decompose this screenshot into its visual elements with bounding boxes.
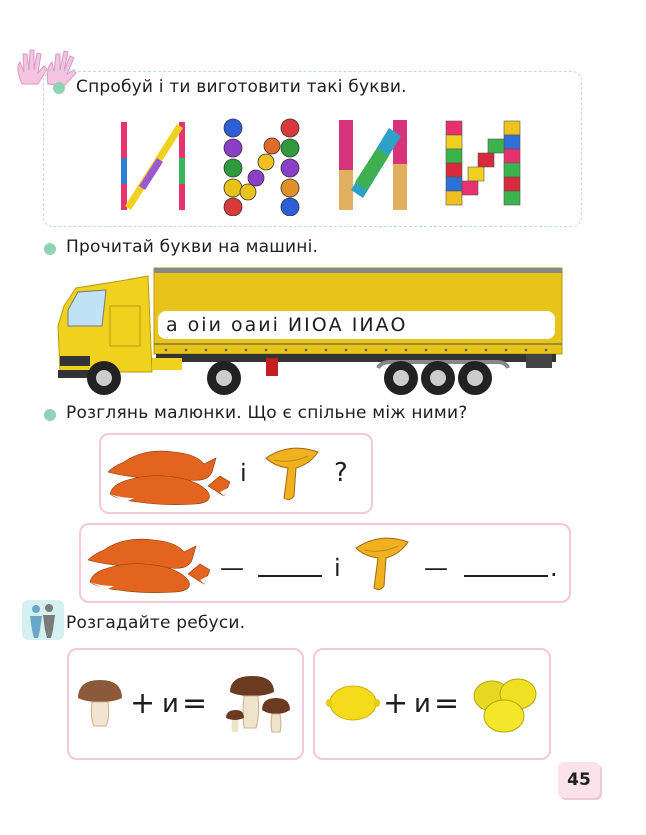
truck-letters-text: а оіи оаиі ИІОА ІИАО <box>166 314 408 336</box>
task1-text: Спробуй і ти виготовити такі букви. <box>76 77 407 97</box>
stick-letter-picture <box>117 118 191 214</box>
lemon-picture <box>326 682 380 724</box>
task3-text: Розглянь малюнки. Що є спільне між ними? <box>66 403 468 423</box>
chanterelle-picture <box>260 442 324 504</box>
rebus-right-equals: = <box>434 686 460 721</box>
rebus-left-plus: + <box>130 686 156 721</box>
page-number: 45 <box>558 762 600 798</box>
task4-text: Розгадайте ребуси. <box>66 613 246 633</box>
answer-blank-2[interactable] <box>464 575 548 577</box>
foxes-picture <box>104 442 238 506</box>
rebus-left-equals: = <box>182 686 208 721</box>
rebus-left-letter: и <box>162 689 179 719</box>
chanterelle-picture <box>350 532 414 594</box>
rebus-right-plus: + <box>383 686 409 721</box>
row1-question: ? <box>334 458 348 488</box>
task-bullet <box>44 409 56 421</box>
task-bullet <box>44 243 56 255</box>
row2-dash-1: — <box>220 554 244 582</box>
answer-blank-1[interactable] <box>258 575 322 577</box>
task-bullet <box>53 82 65 94</box>
row2-dash-2: — <box>424 554 448 582</box>
bar-letter-picture <box>337 118 411 212</box>
task2-text: Прочитай букви на машині. <box>66 237 319 257</box>
mushroom-picture <box>74 676 126 728</box>
row2-end: . <box>550 554 558 582</box>
cube-letter-picture <box>444 119 526 209</box>
rebus-right-letter: и <box>414 689 431 719</box>
foxes-picture <box>84 530 218 594</box>
mushrooms-picture <box>222 674 292 736</box>
people-icon <box>22 600 64 640</box>
button-letter-picture <box>220 118 304 216</box>
lemons-picture <box>468 674 542 736</box>
row2-joiner: і <box>334 554 341 582</box>
row1-joiner: і <box>240 459 247 487</box>
